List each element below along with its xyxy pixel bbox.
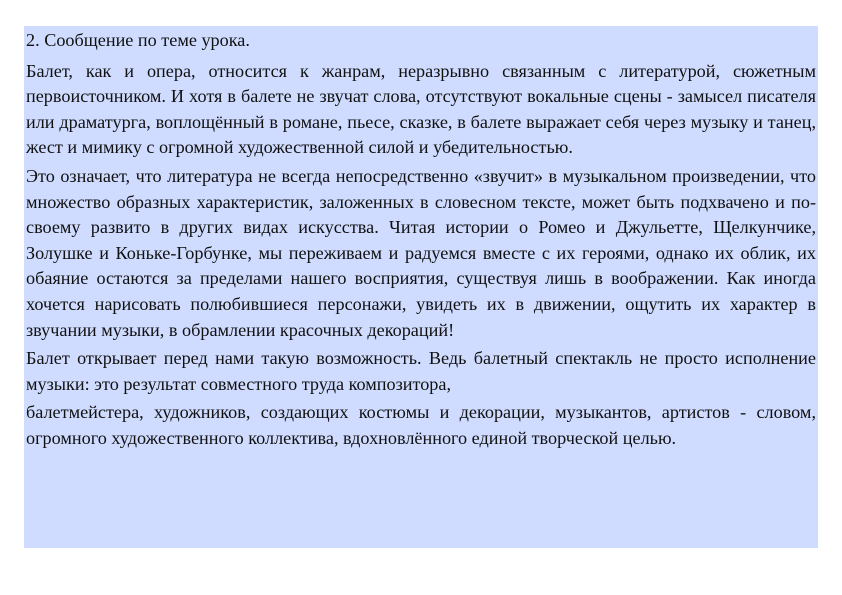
- paragraph-ballet-collective: балетмейстера, художников, создающих костюмы и декорации, музыкантов, артистов - словом, огромного художественного коллектива, вдохновлённого единой творческой целью.: [26, 402, 816, 448]
- paragraph-ballet-literature: Балет, как и опера, относится к жанрам, неразрывно связанным с литературой, сюжетным первоисточником. И хотя в балете не звучат слова, отсутствуют вокальные сцены - замысел писателя или драматурга, воплощённый в романе, пьесе, сказке, в балете выражает себя через музыку и танец, жест и мимику с огромной художественной силой и убедительностью.: [26, 60, 816, 158]
- text-box: [24, 26, 818, 548]
- paragraph-literature-sound: Это означает, что литература не всегда непосредственно «звучит» в музыкальном произведении, что множество образных характеристик, заложенных в словесном тексте, может быть подхвачено и по-своему развито в других видах искусства. Читая истории о Ромео и Джульетте, Щелкунчике, Золушке и Коньке-Горбунке, мы переживаем и радуемся вместе с их героями, однако их облик, их обаяние остаются за пределами нашего восприятия, существуя лишь в воображении. Как иногда хочется нарисовать полюбившиеся персонажи, увидеть их в движении, ощутить их характер в звучании музыки, в обрамлении красочных декораций!: [26, 165, 816, 340]
- paragraph-ballet-opportunity: Балет открывает перед нами такую возможность. Ведь балетный спектакль не просто исполнение музыки: это результат совместного труда композитора,: [26, 348, 816, 394]
- section-heading: 2. Сообщение по теме урока.: [26, 30, 250, 50]
